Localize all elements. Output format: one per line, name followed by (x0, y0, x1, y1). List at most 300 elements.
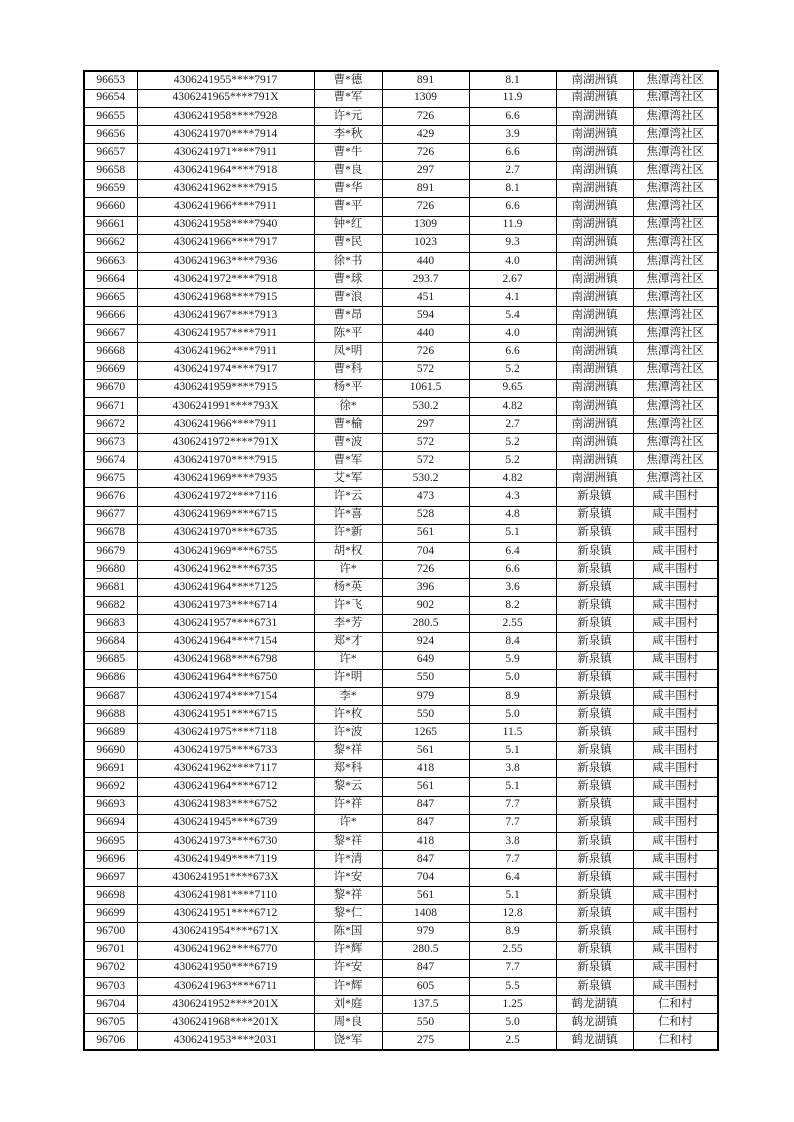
table-row (84, 434, 718, 452)
cell-amount: 561 (382, 887, 469, 905)
table-row (84, 687, 718, 705)
cell-value: 6.6 (469, 144, 556, 162)
cell-village: 咸丰围村 (633, 796, 718, 814)
cell-seq: 96671 (84, 397, 137, 415)
cell-village: 焦潭湾社区 (633, 415, 718, 433)
cell-value: 2.55 (469, 615, 556, 633)
table-row (84, 742, 718, 760)
cell-village: 仁和村 (633, 1014, 718, 1032)
cell-value: 5.1 (469, 778, 556, 796)
cell-value: 2.7 (469, 415, 556, 433)
cell-name: 许*清 (314, 850, 382, 868)
cell-seq: 96704 (84, 995, 137, 1013)
cell-id_number: 4306241973****6714 (137, 597, 314, 615)
cell-id_number: 4306241966****7911 (137, 415, 314, 433)
cell-village: 咸丰围村 (633, 597, 718, 615)
cell-value: 5.1 (469, 887, 556, 905)
cell-seq: 96679 (84, 542, 137, 560)
cell-town: 南湖洲镇 (556, 107, 633, 125)
cell-town: 南湖洲镇 (556, 144, 633, 162)
cell-seq: 96659 (84, 180, 137, 198)
cell-name: 许*枚 (314, 705, 382, 723)
cell-town: 南湖洲镇 (556, 325, 633, 343)
cell-id_number: 4306241964****7125 (137, 579, 314, 597)
cell-value: 5.0 (469, 669, 556, 687)
cell-value: 8.9 (469, 923, 556, 941)
table-row (84, 669, 718, 687)
cell-value: 3.9 (469, 125, 556, 143)
cell-town: 南湖洲镇 (556, 89, 633, 107)
cell-value: 3.6 (469, 579, 556, 597)
cell-amount: 280.5 (382, 941, 469, 959)
table-row (84, 162, 718, 180)
table-row (84, 307, 718, 325)
cell-seq: 96673 (84, 434, 137, 452)
cell-id_number: 4306241974****7154 (137, 687, 314, 705)
table-row (84, 832, 718, 850)
table-row (84, 560, 718, 578)
cell-name: 李*秋 (314, 125, 382, 143)
cell-name: 曹*平 (314, 198, 382, 216)
cell-id_number: 4306241952****201X (137, 995, 314, 1013)
table-row (84, 125, 718, 143)
cell-amount: 1265 (382, 724, 469, 742)
cell-amount: 572 (382, 452, 469, 470)
cell-id_number: 4306241983****6752 (137, 796, 314, 814)
cell-town: 南湖洲镇 (556, 252, 633, 270)
cell-name: 曹*球 (314, 270, 382, 288)
cell-name: 许*云 (314, 488, 382, 506)
table-row (84, 488, 718, 506)
cell-town: 新泉镇 (556, 560, 633, 578)
cell-town: 新泉镇 (556, 832, 633, 850)
cell-name: 曹*德 (314, 71, 382, 89)
cell-seq: 96667 (84, 325, 137, 343)
cell-village: 咸丰围村 (633, 579, 718, 597)
cell-amount: 280.5 (382, 615, 469, 633)
cell-id_number: 4306241970****7915 (137, 452, 314, 470)
cell-seq: 96684 (84, 633, 137, 651)
table-row (84, 524, 718, 542)
cell-id_number: 4306241968****6798 (137, 651, 314, 669)
cell-id_number: 4306241967****7913 (137, 307, 314, 325)
cell-seq: 96665 (84, 289, 137, 307)
cell-id_number: 4306241963****7936 (137, 252, 314, 270)
cell-value: 5.0 (469, 1014, 556, 1032)
cell-town: 新泉镇 (556, 724, 633, 742)
cell-name: 许*安 (314, 869, 382, 887)
cell-town: 新泉镇 (556, 687, 633, 705)
cell-seq: 96670 (84, 379, 137, 397)
cell-value: 6.6 (469, 343, 556, 361)
cell-id_number: 4306241962****7911 (137, 343, 314, 361)
cell-town: 新泉镇 (556, 941, 633, 959)
cell-id_number: 4306241963****6711 (137, 977, 314, 995)
cell-village: 咸丰围村 (633, 651, 718, 669)
cell-id_number: 4306241970****7914 (137, 125, 314, 143)
cell-amount: 418 (382, 760, 469, 778)
cell-id_number: 4306241958****7928 (137, 107, 314, 125)
cell-value: 8.4 (469, 633, 556, 651)
cell-town: 新泉镇 (556, 742, 633, 760)
cell-town: 新泉镇 (556, 778, 633, 796)
cell-seq: 96699 (84, 905, 137, 923)
cell-id_number: 4306241945****6739 (137, 814, 314, 832)
cell-town: 新泉镇 (556, 869, 633, 887)
cell-id_number: 4306241970****6735 (137, 524, 314, 542)
cell-seq: 96660 (84, 198, 137, 216)
table-row (84, 651, 718, 669)
table-row (84, 270, 718, 288)
cell-village: 咸丰围村 (633, 977, 718, 995)
cell-town: 新泉镇 (556, 615, 633, 633)
cell-village: 咸丰围村 (633, 742, 718, 760)
cell-town: 新泉镇 (556, 669, 633, 687)
cell-village: 焦潭湾社区 (633, 361, 718, 379)
cell-id_number: 4306241974****7917 (137, 361, 314, 379)
cell-amount: 847 (382, 814, 469, 832)
cell-seq: 96690 (84, 742, 137, 760)
cell-id_number: 4306241971****7911 (137, 144, 314, 162)
cell-town: 南湖洲镇 (556, 162, 633, 180)
table-row (84, 941, 718, 959)
cell-town: 鹤龙湖镇 (556, 1032, 633, 1050)
cell-town: 鹤龙湖镇 (556, 995, 633, 1013)
table-row (84, 252, 718, 270)
table-row (84, 180, 718, 198)
cell-town: 新泉镇 (556, 488, 633, 506)
cell-id_number: 4306241962****6770 (137, 941, 314, 959)
cell-value: 5.2 (469, 361, 556, 379)
cell-amount: 1023 (382, 234, 469, 252)
cell-amount: 847 (382, 959, 469, 977)
cell-town: 新泉镇 (556, 887, 633, 905)
cell-seq: 96662 (84, 234, 137, 252)
cell-town: 南湖洲镇 (556, 415, 633, 433)
cell-seq: 96702 (84, 959, 137, 977)
cell-name: 许*新 (314, 524, 382, 542)
cell-value: 9.65 (469, 379, 556, 397)
cell-amount: 550 (382, 669, 469, 687)
cell-id_number: 4306241950****6719 (137, 959, 314, 977)
table-row (84, 724, 718, 742)
cell-value: 5.1 (469, 742, 556, 760)
cell-village: 焦潭湾社区 (633, 144, 718, 162)
cell-name: 许* (314, 651, 382, 669)
table-row (84, 796, 718, 814)
cell-name: 黎*祥 (314, 832, 382, 850)
cell-seq: 96687 (84, 687, 137, 705)
cell-seq: 96653 (84, 71, 137, 89)
cell-value: 6.4 (469, 869, 556, 887)
cell-village: 焦潭湾社区 (633, 252, 718, 270)
table-row (84, 415, 718, 433)
cell-amount: 1309 (382, 89, 469, 107)
cell-name: 黎*仁 (314, 905, 382, 923)
cell-name: 曹*牛 (314, 144, 382, 162)
table-row (84, 778, 718, 796)
cell-name: 许*辉 (314, 977, 382, 995)
cell-id_number: 4306241955****7917 (137, 71, 314, 89)
cell-id_number: 4306241965****791X (137, 89, 314, 107)
cell-village: 焦潭湾社区 (633, 234, 718, 252)
cell-value: 4.82 (469, 470, 556, 488)
cell-name: 杨*平 (314, 379, 382, 397)
cell-seq: 96675 (84, 470, 137, 488)
cell-town: 南湖洲镇 (556, 216, 633, 234)
cell-name: 曹*军 (314, 452, 382, 470)
cell-amount: 726 (382, 560, 469, 578)
table-row (84, 977, 718, 995)
table-row (84, 850, 718, 868)
cell-amount: 396 (382, 579, 469, 597)
table-row (84, 905, 718, 923)
cell-seq: 96688 (84, 705, 137, 723)
cell-id_number: 4306241991****793X (137, 397, 314, 415)
cell-amount: 275 (382, 1032, 469, 1050)
cell-amount: 649 (382, 651, 469, 669)
cell-id_number: 4306241957****6731 (137, 615, 314, 633)
table-row (84, 923, 718, 941)
table-row (84, 633, 718, 651)
cell-village: 焦潭湾社区 (633, 107, 718, 125)
cell-town: 南湖洲镇 (556, 361, 633, 379)
cell-name: 艾*军 (314, 470, 382, 488)
cell-name: 李* (314, 687, 382, 705)
cell-amount: 528 (382, 506, 469, 524)
cell-id_number: 4306241964****7154 (137, 633, 314, 651)
cell-id_number: 4306241972****7918 (137, 270, 314, 288)
table-row (84, 597, 718, 615)
cell-seq: 96661 (84, 216, 137, 234)
cell-name: 胡*权 (314, 542, 382, 560)
cell-value: 3.8 (469, 760, 556, 778)
cell-seq: 96703 (84, 977, 137, 995)
cell-village: 咸丰围村 (633, 615, 718, 633)
cell-amount: 530.2 (382, 397, 469, 415)
cell-name: 曹*良 (314, 162, 382, 180)
cell-village: 焦潭湾社区 (633, 180, 718, 198)
cell-id_number: 4306241969****7935 (137, 470, 314, 488)
cell-amount: 473 (382, 488, 469, 506)
cell-name: 许* (314, 814, 382, 832)
cell-amount: 726 (382, 144, 469, 162)
cell-amount: 979 (382, 687, 469, 705)
cell-id_number: 4306241981****7110 (137, 887, 314, 905)
table-row (84, 144, 718, 162)
cell-town: 南湖洲镇 (556, 307, 633, 325)
cell-value: 4.1 (469, 289, 556, 307)
cell-town: 南湖洲镇 (556, 180, 633, 198)
cell-village: 焦潭湾社区 (633, 89, 718, 107)
cell-amount: 297 (382, 162, 469, 180)
cell-village: 咸丰围村 (633, 669, 718, 687)
table-row (84, 760, 718, 778)
table-body (84, 71, 718, 1050)
cell-value: 2.55 (469, 941, 556, 959)
cell-town: 南湖洲镇 (556, 198, 633, 216)
table-row (84, 379, 718, 397)
cell-village: 咸丰围村 (633, 850, 718, 868)
cell-amount: 440 (382, 325, 469, 343)
cell-amount: 561 (382, 524, 469, 542)
cell-amount: 1309 (382, 216, 469, 234)
cell-name: 许*祥 (314, 796, 382, 814)
cell-value: 6.4 (469, 542, 556, 560)
cell-village: 仁和村 (633, 1032, 718, 1050)
cell-village: 焦潭湾社区 (633, 216, 718, 234)
table-row (84, 71, 718, 89)
cell-village: 咸丰围村 (633, 941, 718, 959)
cell-amount: 451 (382, 289, 469, 307)
cell-value: 6.6 (469, 107, 556, 125)
cell-id_number: 4306241951****673X (137, 869, 314, 887)
cell-amount: 726 (382, 107, 469, 125)
cell-village: 咸丰围村 (633, 760, 718, 778)
cell-seq: 96692 (84, 778, 137, 796)
cell-village: 咸丰围村 (633, 542, 718, 560)
cell-amount: 572 (382, 361, 469, 379)
cell-value: 5.2 (469, 434, 556, 452)
cell-seq: 96680 (84, 560, 137, 578)
cell-name: 黎*祥 (314, 742, 382, 760)
cell-id_number: 4306241966****7917 (137, 234, 314, 252)
cell-id_number: 4306241957****7911 (137, 325, 314, 343)
cell-town: 新泉镇 (556, 597, 633, 615)
cell-amount: 530.2 (382, 470, 469, 488)
cell-town: 新泉镇 (556, 651, 633, 669)
cell-value: 7.7 (469, 796, 556, 814)
cell-village: 咸丰围村 (633, 724, 718, 742)
cell-value: 4.0 (469, 252, 556, 270)
cell-amount: 293.7 (382, 270, 469, 288)
cell-village: 焦潭湾社区 (633, 162, 718, 180)
cell-town: 新泉镇 (556, 542, 633, 560)
cell-seq: 96701 (84, 941, 137, 959)
cell-amount: 440 (382, 252, 469, 270)
cell-seq: 96695 (84, 832, 137, 850)
cell-village: 咸丰围村 (633, 524, 718, 542)
cell-name: 许*飞 (314, 597, 382, 615)
cell-name: 许*辉 (314, 941, 382, 959)
table-row (84, 216, 718, 234)
cell-value: 6.6 (469, 560, 556, 578)
cell-village: 咸丰围村 (633, 905, 718, 923)
cell-village: 咸丰围村 (633, 814, 718, 832)
cell-seq: 96663 (84, 252, 137, 270)
table-row (84, 615, 718, 633)
cell-town: 南湖洲镇 (556, 379, 633, 397)
cell-value: 2.5 (469, 1032, 556, 1050)
cell-amount: 605 (382, 977, 469, 995)
cell-id_number: 4306241972****791X (137, 434, 314, 452)
table-row (84, 814, 718, 832)
cell-value: 2.7 (469, 162, 556, 180)
cell-id_number: 4306241951****6712 (137, 905, 314, 923)
cell-name: 曹*民 (314, 234, 382, 252)
cell-village: 咸丰围村 (633, 887, 718, 905)
cell-id_number: 4306241973****6730 (137, 832, 314, 850)
cell-village: 咸丰围村 (633, 832, 718, 850)
cell-seq: 96700 (84, 923, 137, 941)
cell-amount: 418 (382, 832, 469, 850)
cell-village: 咸丰围村 (633, 959, 718, 977)
cell-id_number: 4306241964****7918 (137, 162, 314, 180)
cell-name: 周*良 (314, 1014, 382, 1032)
cell-village: 焦潭湾社区 (633, 452, 718, 470)
cell-seq: 96681 (84, 579, 137, 597)
cell-amount: 297 (382, 415, 469, 433)
table-row (84, 995, 718, 1013)
cell-name: 陈*平 (314, 325, 382, 343)
cell-seq: 96685 (84, 651, 137, 669)
cell-name: 陈*国 (314, 923, 382, 941)
cell-town: 南湖洲镇 (556, 125, 633, 143)
cell-seq: 96691 (84, 760, 137, 778)
cell-village: 咸丰围村 (633, 687, 718, 705)
table-row (84, 234, 718, 252)
cell-amount: 704 (382, 869, 469, 887)
cell-village: 焦潭湾社区 (633, 71, 718, 89)
table-row (84, 470, 718, 488)
cell-name: 许*波 (314, 724, 382, 742)
cell-village: 咸丰围村 (633, 923, 718, 941)
table-row (84, 959, 718, 977)
cell-value: 7.7 (469, 814, 556, 832)
cell-amount: 979 (382, 923, 469, 941)
cell-town: 新泉镇 (556, 633, 633, 651)
cell-name: 徐* (314, 397, 382, 415)
cell-value: 7.7 (469, 959, 556, 977)
cell-id_number: 4306241962****6735 (137, 560, 314, 578)
cell-id_number: 4306241975****7118 (137, 724, 314, 742)
cell-id_number: 4306241964****6750 (137, 669, 314, 687)
table-row (84, 506, 718, 524)
cell-seq: 96677 (84, 506, 137, 524)
table-row (84, 869, 718, 887)
cell-village: 仁和村 (633, 995, 718, 1013)
table-row (84, 198, 718, 216)
table-row (84, 579, 718, 597)
cell-town: 南湖洲镇 (556, 470, 633, 488)
cell-name: 许* (314, 560, 382, 578)
cell-town: 南湖洲镇 (556, 434, 633, 452)
cell-amount: 924 (382, 633, 469, 651)
cell-seq: 96668 (84, 343, 137, 361)
cell-town: 新泉镇 (556, 524, 633, 542)
cell-town: 新泉镇 (556, 905, 633, 923)
cell-seq: 96705 (84, 1014, 137, 1032)
cell-seq: 96693 (84, 796, 137, 814)
cell-town: 新泉镇 (556, 959, 633, 977)
cell-value: 4.3 (469, 488, 556, 506)
cell-town: 南湖洲镇 (556, 343, 633, 361)
cell-value: 1.25 (469, 995, 556, 1013)
cell-name: 许*安 (314, 959, 382, 977)
cell-name: 曹*昂 (314, 307, 382, 325)
cell-name: 许*明 (314, 669, 382, 687)
cell-name: 黎*云 (314, 778, 382, 796)
cell-value: 8.1 (469, 180, 556, 198)
cell-seq: 96654 (84, 89, 137, 107)
cell-value: 8.1 (469, 71, 556, 89)
cell-name: 饶*军 (314, 1032, 382, 1050)
cell-seq: 96683 (84, 615, 137, 633)
cell-town: 新泉镇 (556, 579, 633, 597)
cell-amount: 891 (382, 180, 469, 198)
cell-value: 11.9 (469, 216, 556, 234)
cell-value: 8.2 (469, 597, 556, 615)
